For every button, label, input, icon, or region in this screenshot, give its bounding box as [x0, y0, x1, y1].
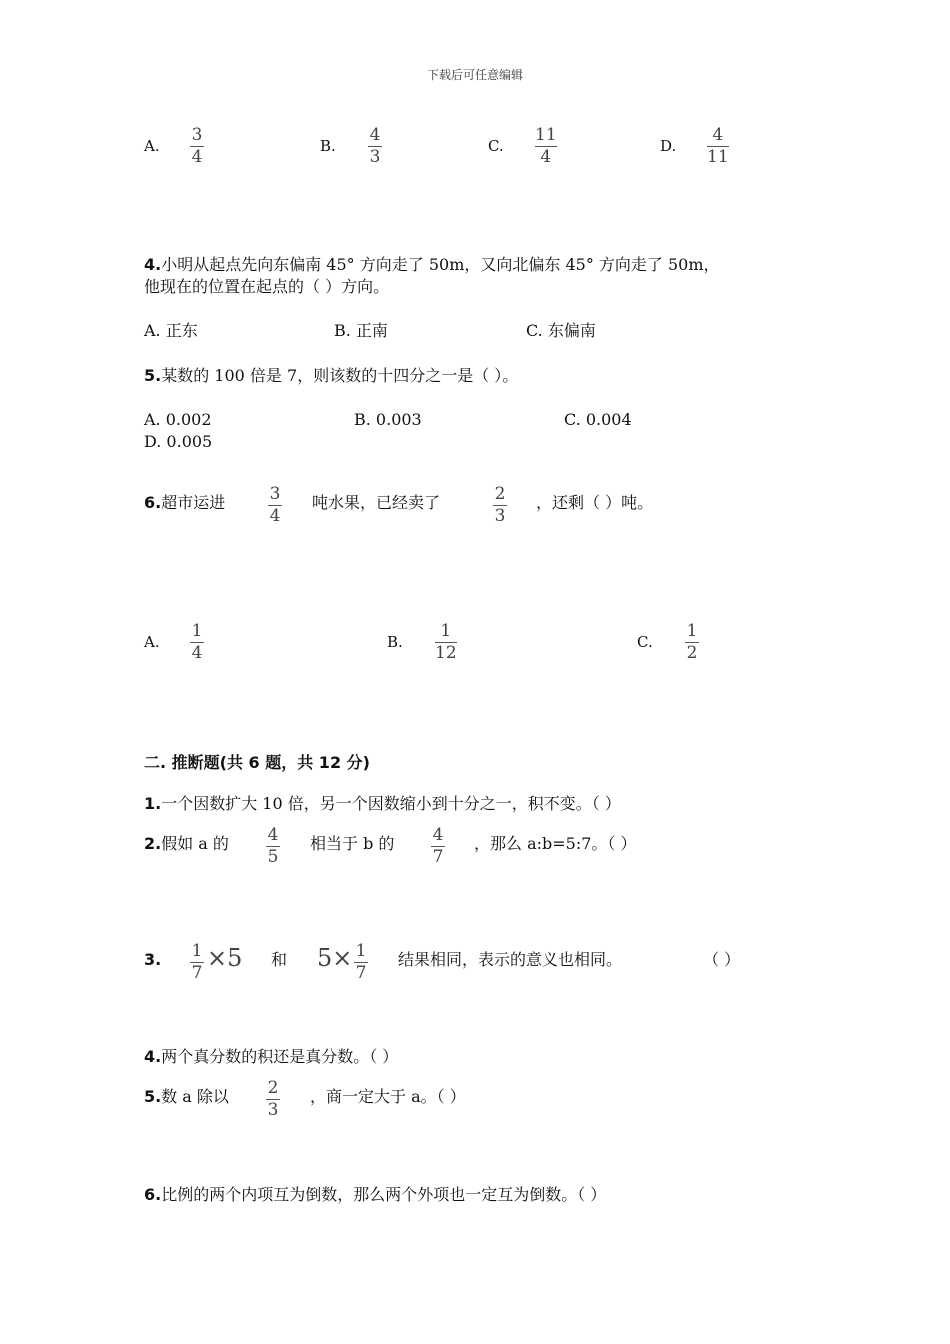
q3-option-c-label: C.	[488, 137, 504, 155]
s2-item-6: 6.比例的两个内项互为倒数，那么两个外项也一定互为倒数。（ ）	[144, 1185, 607, 1204]
q6-fraction-1: 3 4	[269, 484, 281, 526]
q4-option-b: B. 正南	[334, 321, 388, 340]
q5-option-a: A. 0.002	[144, 410, 212, 429]
s2-item-1: 1.一个因数扩大 10 倍，另一个因数缩小到十分之一，积不变。（ ）	[144, 794, 621, 813]
q6-fraction-2: 2 3	[494, 484, 506, 526]
s2-item-4: 4.两个真分数的积还是真分数。（ ）	[144, 1047, 399, 1066]
s2-item-3-mid: 和	[271, 950, 288, 969]
s2-item-3-expr2-fraction: 1 7	[355, 941, 367, 983]
q6-part2: 吨水果，已经卖了	[312, 493, 441, 512]
s2-item-2-fraction-1: 4 5	[267, 825, 279, 867]
q6-option-a-fraction: 1 4	[191, 621, 203, 663]
q6-option-b-label: B.	[387, 633, 403, 651]
q3-option-d-fraction: 4 11	[707, 125, 729, 167]
q3-option-d-label: D.	[660, 137, 677, 155]
s2-item-2-part3: ，那么 a:b=5:7。（ ）	[474, 834, 637, 853]
s2-item-3-paren: （ ）	[703, 950, 741, 969]
page-header: 下载后可任意编辑	[426, 68, 523, 82]
q4-line1: 4.小明从起点先向东偏南 45° 方向走了 50m，又向北偏东 45° 方向走了 50m，	[144, 255, 720, 274]
s2-item-3-text: 结果相同，表示的意义也相同。	[398, 950, 623, 969]
s2-item-3-expr1-fraction: 1 7	[191, 941, 203, 983]
s2-item-3-expr1-rest: ×5	[207, 944, 243, 972]
s2-item-3-num: 3.	[144, 950, 162, 969]
s2-item-3-expr2-lead: 5×	[317, 944, 353, 972]
q4-line2: 他现在的位置在起点的（ ）方向。	[144, 277, 390, 296]
q3-option-b-fraction: 4 3	[369, 125, 381, 167]
q6-part1: 6.超市运进	[144, 493, 226, 512]
q5-option-b: B. 0.003	[354, 410, 422, 429]
q6-option-b-fraction: 1 12	[435, 621, 457, 663]
s2-item-5-fraction: 2 3	[267, 1078, 279, 1120]
q5-option-d: D. 0.005	[144, 432, 213, 451]
q4-option-c: C. 东偏南	[526, 321, 596, 340]
q3-option-b-label: B.	[320, 137, 336, 155]
section2-title: 二. 推断题(共 6 题，共 12 分)	[144, 753, 370, 772]
s2-item-2-fraction-2: 4 7	[432, 825, 444, 867]
q6-option-a-label: A.	[144, 633, 160, 651]
q5-question: 5.某数的 100 倍是 7，则该数的十四分之一是（ ）。	[144, 366, 519, 385]
q3-option-a-label: A.	[144, 137, 160, 155]
s2-item-2-part1: 2.假如 a 的	[144, 834, 229, 853]
s2-item-5-part2: ，商一定大于 a。（ ）	[310, 1087, 466, 1106]
q5-option-c: C. 0.004	[564, 410, 632, 429]
q6-option-c-label: C.	[637, 633, 653, 651]
q3-option-c-fraction: 11 4	[535, 125, 557, 167]
s2-item-5-part1: 5.数 a 除以	[144, 1087, 229, 1106]
q6-part3: ，还剩（ ）吨。	[536, 493, 654, 512]
q6-option-c-fraction: 1 2	[686, 621, 698, 663]
q4-option-a: A. 正东	[144, 321, 198, 340]
q3-option-a-fraction: 3 4	[191, 125, 203, 167]
s2-item-2-part2: 相当于 b 的	[310, 834, 395, 853]
